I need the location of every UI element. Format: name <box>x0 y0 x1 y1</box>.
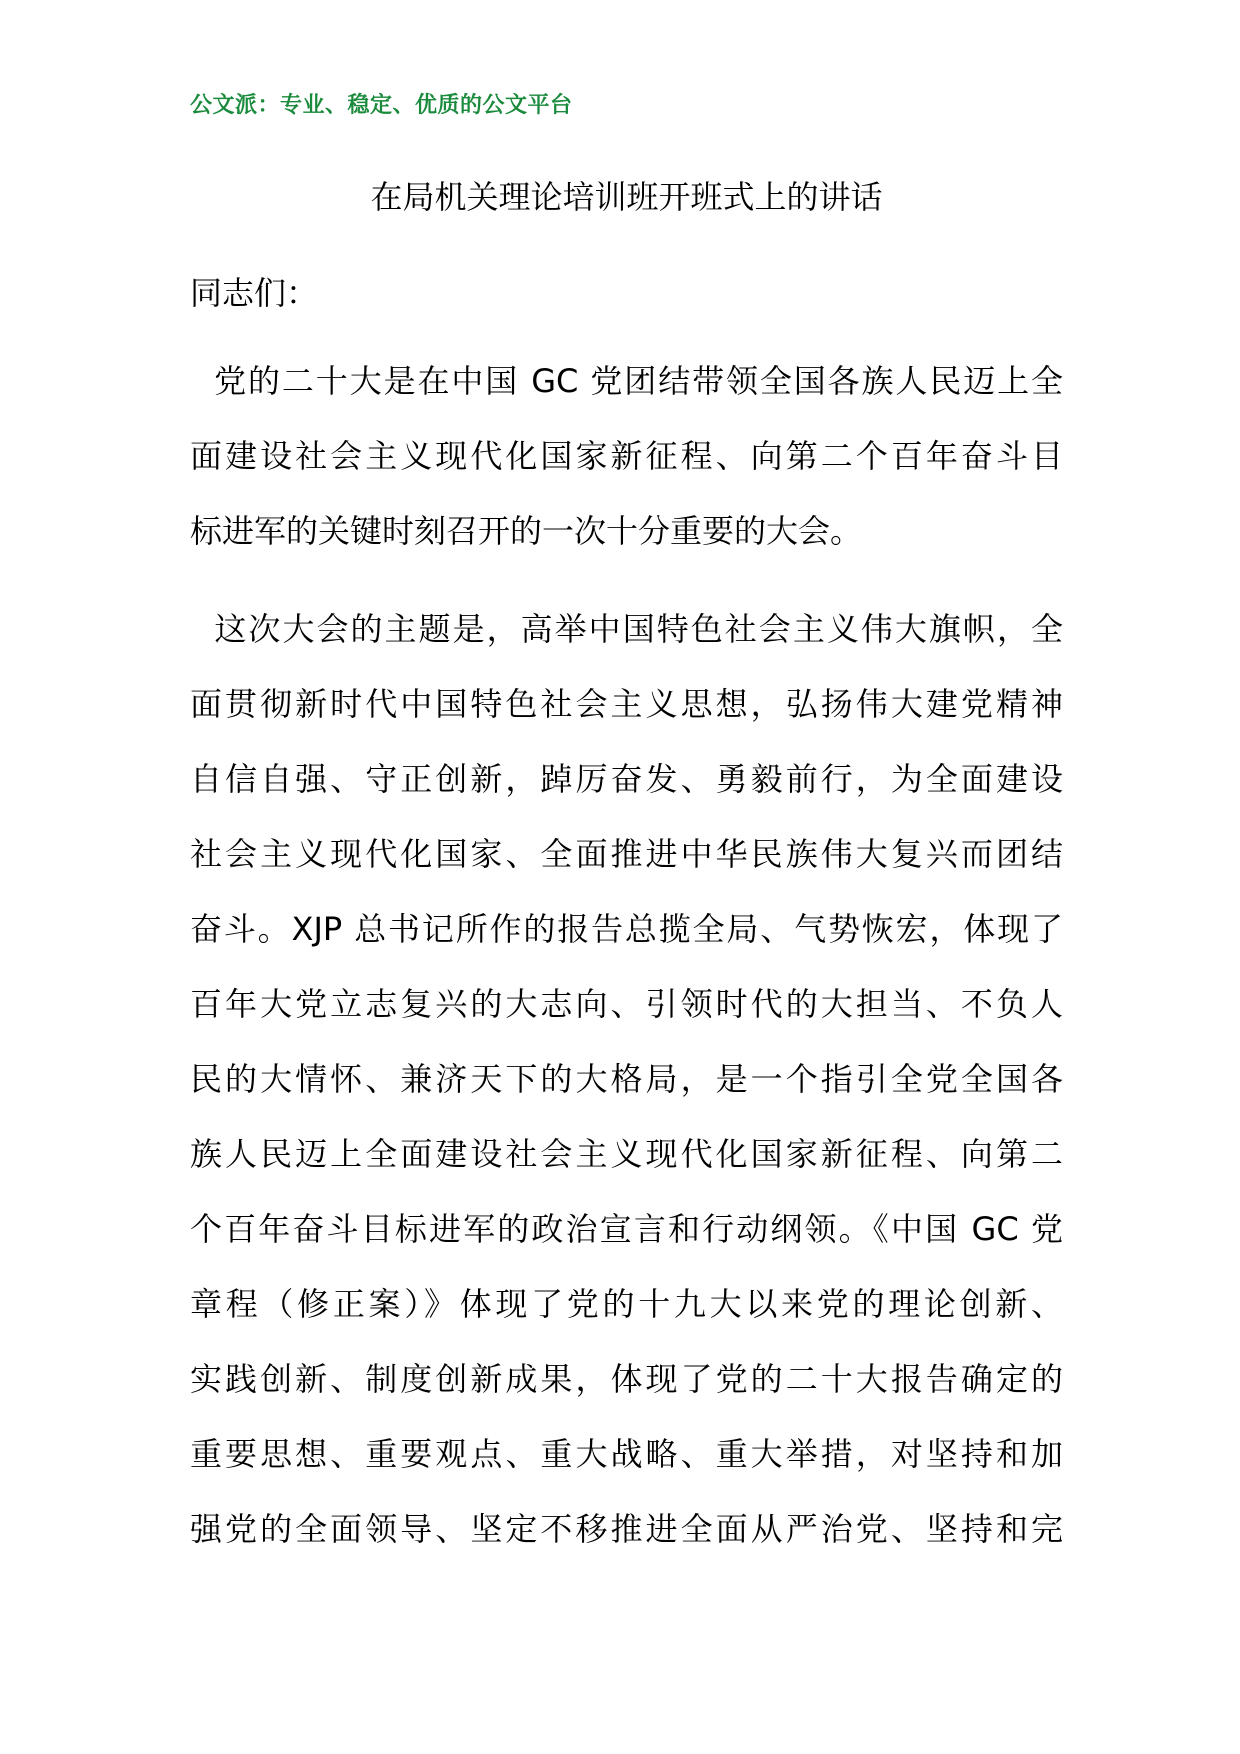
paragraph-line: 这次大会的主题是，高举中国特色社会主义伟大旗帜，全 <box>190 610 1063 648</box>
paragraph-line: 社会主义现代化国家、全面推进中华民族伟大复兴而团结 <box>190 835 1063 873</box>
paragraph-line: 自信自强、守正创新，踔厉奋发、勇毅前行，为全面建设 <box>190 760 1063 798</box>
paragraph-line: 族人民迈上全面建设社会主义现代化国家新征程、向第二 <box>190 1135 1063 1173</box>
paragraph-1 <box>190 344 1063 569</box>
paragraph-line: 民的大情怀、兼济天下的大格局，是一个指引全党全国各 <box>190 1060 1063 1098</box>
document-title: 在局机关理论培训班开班式上的讲话 <box>370 178 883 216</box>
paragraph-line: 党的二十大是在中国 GC 党团结带领全国各族人民迈上全 <box>190 362 1063 400</box>
paragraph-line: 章程（修正案）》体现了党的十九大以来党的理论创新、 <box>190 1285 1063 1323</box>
paragraph-line: 百年大党立志复兴的大志向、引领时代的大担当、不负人 <box>190 985 1063 1023</box>
header-brand-text: 公文派：专业、稳定、优质的公文平台 <box>190 93 573 118</box>
paragraph-line: 面贯彻新时代中国特色社会主义思想，弘扬伟大建党精神 <box>190 685 1063 723</box>
salutation: 同志们： <box>190 274 319 312</box>
paragraph-line: 实践创新、制度创新成果，体现了党的二十大报告确定的 <box>190 1360 1063 1398</box>
paragraph-line: 重要思想、重要观点、重大战略、重大举措，对坚持和加 <box>190 1435 1063 1473</box>
paragraph-line: 个百年奋斗目标进军的政治宣言和行动纲领。《中国 GC 党 <box>190 1210 1063 1248</box>
paragraph-line: 强党的全面领导、坚定不移推进全面从严治党、坚持和完 <box>190 1510 1063 1548</box>
paragraph-2 <box>190 592 1063 1567</box>
paragraph-line: 面建设社会主义现代化国家新征程、向第二个百年奋斗目 <box>190 437 1063 475</box>
paragraph-line: 奋斗。XJP 总书记所作的报告总揽全局、气势恢宏，体现了 <box>190 910 1063 948</box>
paragraph-line: 标进军的关键时刻召开的一次十分重要的大会。 <box>190 512 863 550</box>
